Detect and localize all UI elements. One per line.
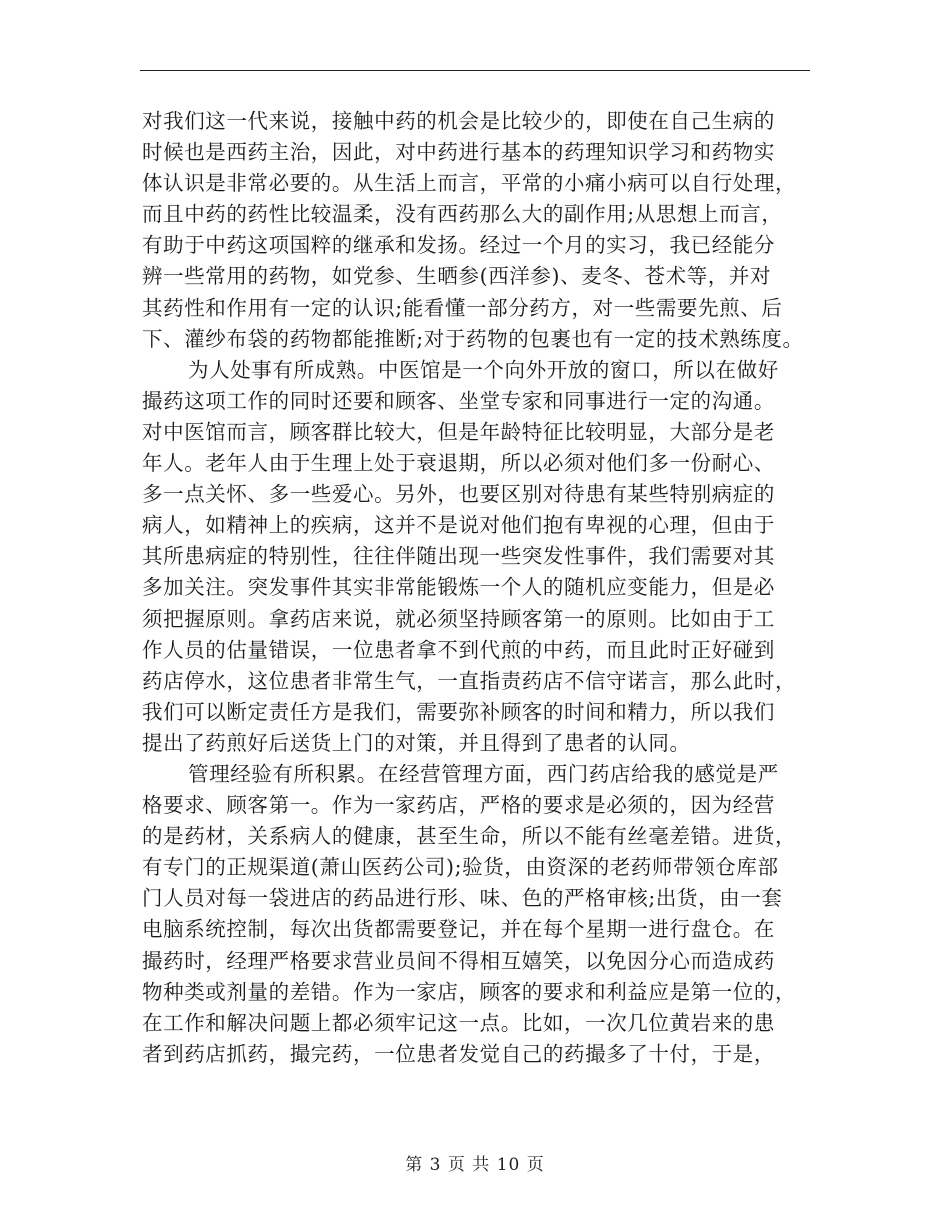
text-line: 药店停水，这位患者非常生气，一直指责药店不信守诺言，那么此时， [142, 668, 797, 693]
text-line: 的是药材，关系病人的健康，甚至生命，所以不能有丝毫差错。进货， [142, 824, 797, 849]
text-line: 其所患病症的特别性，往往伴随出现一些突发性事件，我们需要对其 [142, 544, 775, 569]
text-line: 而且中药的药性比较温柔，没有西药那么大的副作用;从思想上而言， [142, 202, 783, 227]
text-line: 多加关注。突发事件其实非常能锻炼一个人的随机应变能力，但是必 [142, 575, 775, 600]
page-number-footer: 第 3 页 共 10 页 [405, 1155, 545, 1175]
text-line: 下、灌纱布袋的药物都能推断;对于药物的包裹也有一定的技术熟练度。 [142, 326, 804, 351]
text-line: 多一点关怀、多一些爱心。另外，也要区别对待患有某些特别病症的 [142, 482, 775, 507]
text-line: 时候也是西药主治，因此，对中药进行基本的药理知识学习和药物实 [142, 140, 775, 165]
text-line: 门人员对每一袋进店的药品进行形、味、色的严格审核;出货，由一套 [142, 886, 783, 911]
text-line: 对中医馆而言，顾客群比较大，但是年龄特征比较明显，大部分是老 [142, 419, 775, 444]
text-line: 辨一些常用的药物，如党参、生晒参(西洋参)、麦冬、苍术等，并对 [142, 264, 772, 289]
text-line: 撮药这项工作的同时还要和顾客、坐堂专家和同事进行一定的沟通。 [142, 388, 775, 413]
text-line: 有助于中药这项国粹的继承和发扬。经过一个月的实习，我已经能分 [142, 233, 775, 258]
header-rule [140, 70, 810, 71]
text-line: 我们可以断定责任方是我们，需要弥补顾客的时间和精力，所以我们 [142, 699, 775, 724]
text-line: 有专门的正规渠道(萧山医药公司);验货，由资深的老药师带领仓库部 [142, 855, 779, 880]
text-line: 其药性和作用有一定的认识;能看懂一部分药方，对一些需要先煎、后 [142, 295, 783, 320]
paragraph-start-line: 管理经验有所积累。在经营管理方面，西门药店给我的感觉是严 [188, 761, 779, 786]
document-body [142, 106, 814, 1070]
text-line: 年人。老年人由于生理上处于衰退期，所以必须对他们多一份耐心、 [142, 451, 775, 476]
text-line: 在工作和解决问题上都必须牢记这一点。比如，一次几位黄岩来的患 [142, 1010, 775, 1035]
text-line: 病人，如精神上的疾病，这并不是说对他们抱有卑视的心理，但由于 [142, 513, 775, 538]
text-line: 者到药店抓药，撮完药，一位患者发觉自己的药撮多了十付，于是， [142, 1041, 775, 1066]
text-line: 物种类或剂量的差错。作为一家店，顾客的要求和利益应是第一位的， [142, 979, 797, 1004]
text-line: 电脑系统控制，每次出货都需要登记，并在每个星期一进行盘仓。在 [142, 917, 775, 942]
text-line: 体认识是非常必要的。从生活上而言，平常的小痛小病可以自行处理， [142, 171, 797, 196]
text-line: 提出了药煎好后送货上门的对策，并且得到了患者的认同。 [142, 730, 691, 755]
paragraph-start-line: 为人处事有所成熟。中医馆是一个向外开放的窗口，所以在做好 [188, 357, 779, 382]
text-line: 对我们这一代来说，接触中药的机会是比较少的，即使在自己生病的 [142, 109, 775, 133]
text-line: 撮药时，经理严格要求营业员间不得相互嬉笑，以免因分心而造成药 [142, 948, 775, 973]
text-line: 格要求、顾客第一。作为一家药店，严格的要求是必须的，因为经营 [142, 793, 775, 818]
text-line: 作人员的估量错误，一位患者拿不到代煎的中药，而且此时正好碰到 [142, 637, 775, 662]
text-line: 须把握原则。拿药店来说，就必须坚持顾客第一的原则。比如由于工 [142, 606, 775, 631]
